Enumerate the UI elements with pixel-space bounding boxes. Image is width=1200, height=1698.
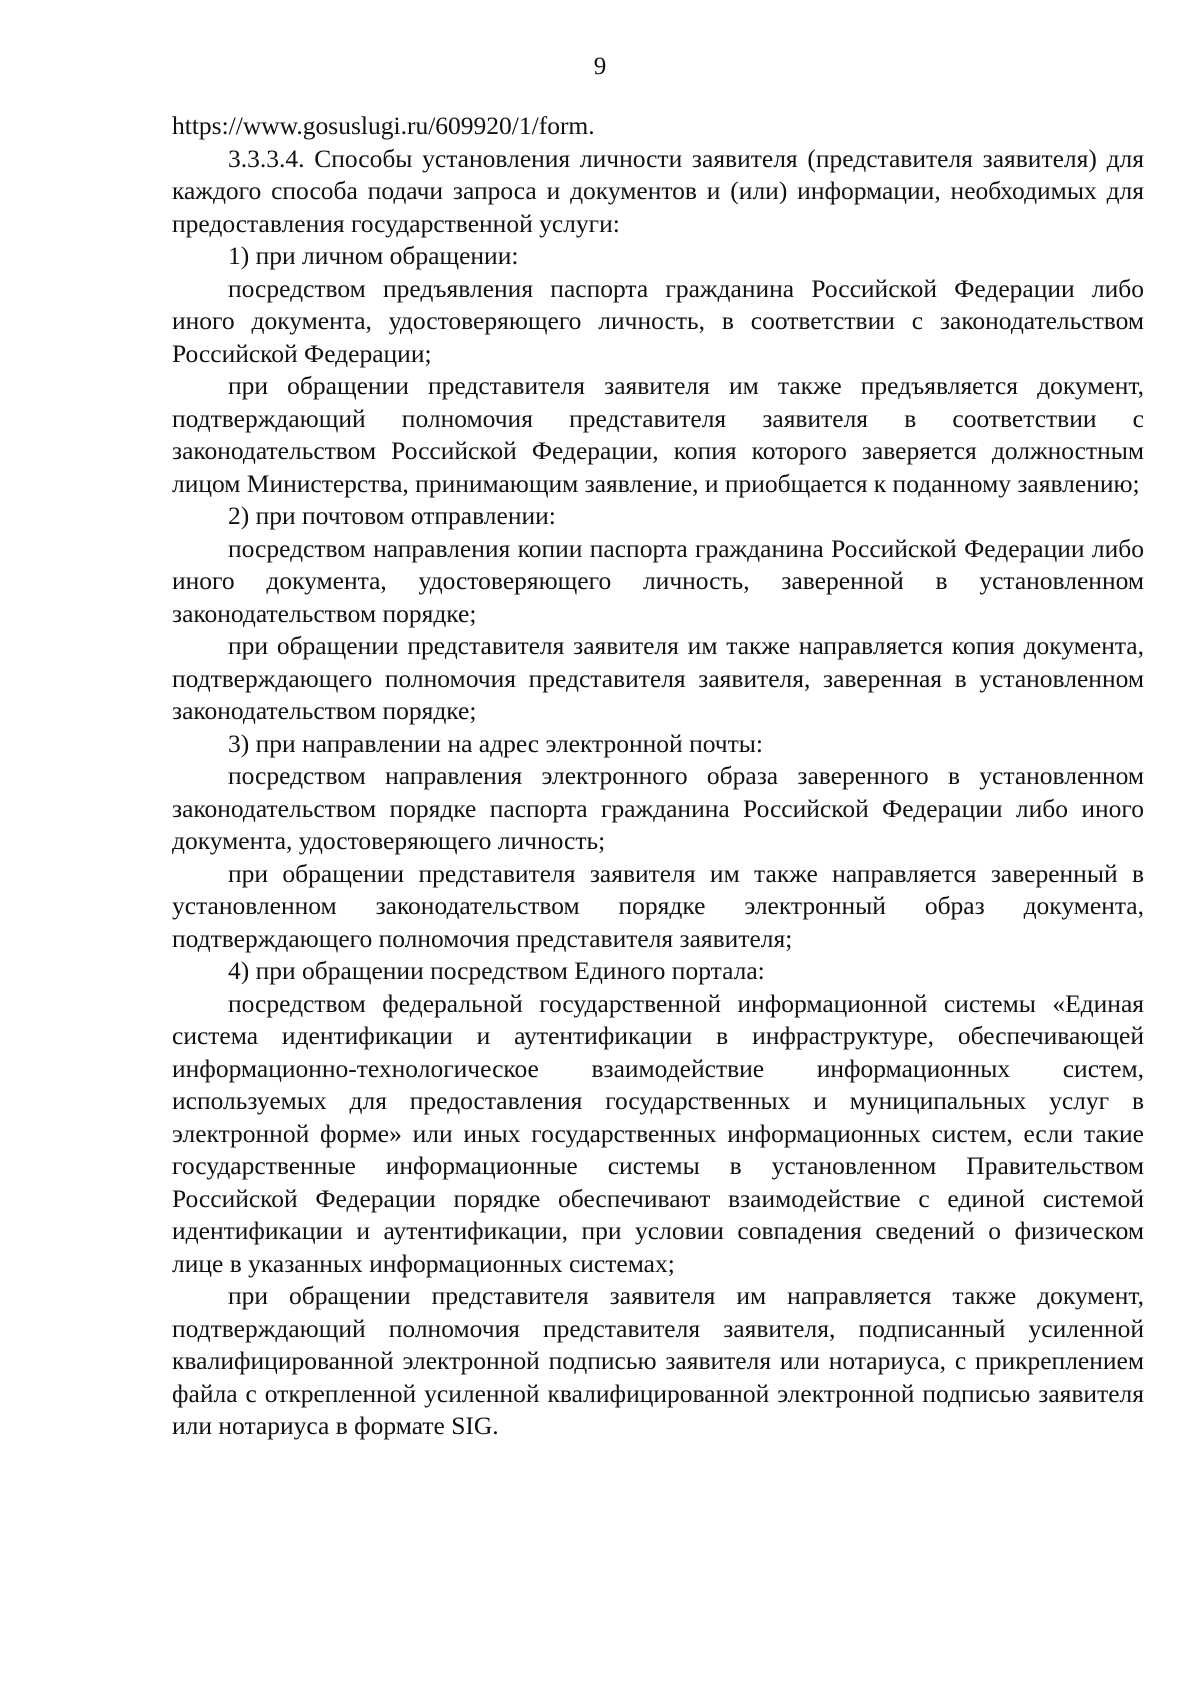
- url-line: https://www.gosuslugi.ru/609920/1/form.: [172, 111, 595, 140]
- paragraph: посредством направления электронного образа заверенного в установленном законодательством порядке паспорта гражданина Российской Федерации либо иного документа, удостоверяющего личность;: [172, 761, 1144, 855]
- paragraph: при обращении представителя заявителя им также направляется копия документа, подтверждающего полномочия представителя заявителя, заверенная в установленном законодательством порядке;: [172, 631, 1144, 725]
- document-body: [172, 110, 1144, 1443]
- section-heading-paragraph: 3.3.3.4. Способы установления личности заявителя (представителя заявителя) для каждого способа подачи запроса и документов и (или) информации, необходимых для предоставления государственной услуги:: [172, 143, 1144, 238]
- paragraph: посредством предъявления паспорта гражданина Российской Федерации либо иного документа, удостоверяющего личность, в соответствии с законодательством Российской Федерации;: [172, 273, 1144, 368]
- list-item-portal: 4) при обращении посредством Единого портала:: [228, 956, 765, 985]
- list-item-postal: 2) при почтовом отправлении:: [228, 501, 556, 530]
- page-number: 9: [593, 53, 607, 80]
- paragraph: посредством федеральной государственной информационной системы «Единая система идентификации и аутентификации в инфраструктуре, обеспечивающей информационно-технологическое взаимодействие информационных систем, используемых для предоставления государственных и муниципальных услуг в электронной форме» или иных государственных информационных систем, если такие государственные информационные системы в установленном Правительством Российской Федерации порядке обеспечивают взаимодействие с единой системой идентификации и аутентификации, при условии совпадения сведений о физическом лице в указанных информационных системах;: [172, 988, 1144, 1278]
- list-item-email: 3) при направлении на адрес электронной почты:: [228, 728, 763, 758]
- paragraph: при обращении представителя заявителя им также предъявляется документ, подтверждающий полномочия представителя заявителя в соответствии с законодательством Российской Федерации, копия которого заверяется должностным лицом Министерства, принимающим заявление, и приобщается к поданному заявлению;: [172, 371, 1144, 498]
- list-item-personal-visit: 1) при личном обращении:: [228, 241, 519, 270]
- paragraph: при обращении представителя заявителя им также направляется заверенный в установленном законодательством порядке электронный образ документа, подтверждающего полномочия представителя заявителя;: [172, 858, 1144, 953]
- paragraph: при обращении представителя заявителя им направляется также документ, подтверждающий полномочия представителя заявителя, подписанный усиленной квалифицированной электронной подписью заявителя или нотариуса, с прикреплением файла с открепленной усиленной квалифицированной электронной подписью заявителя или нотариуса в формате SIG.: [172, 1281, 1144, 1440]
- paragraph: посредством направления копии паспорта гражданина Российской Федерации либо иного документа, удостоверяющего личность, заверенной в установленном законодательством порядке;: [172, 533, 1144, 628]
